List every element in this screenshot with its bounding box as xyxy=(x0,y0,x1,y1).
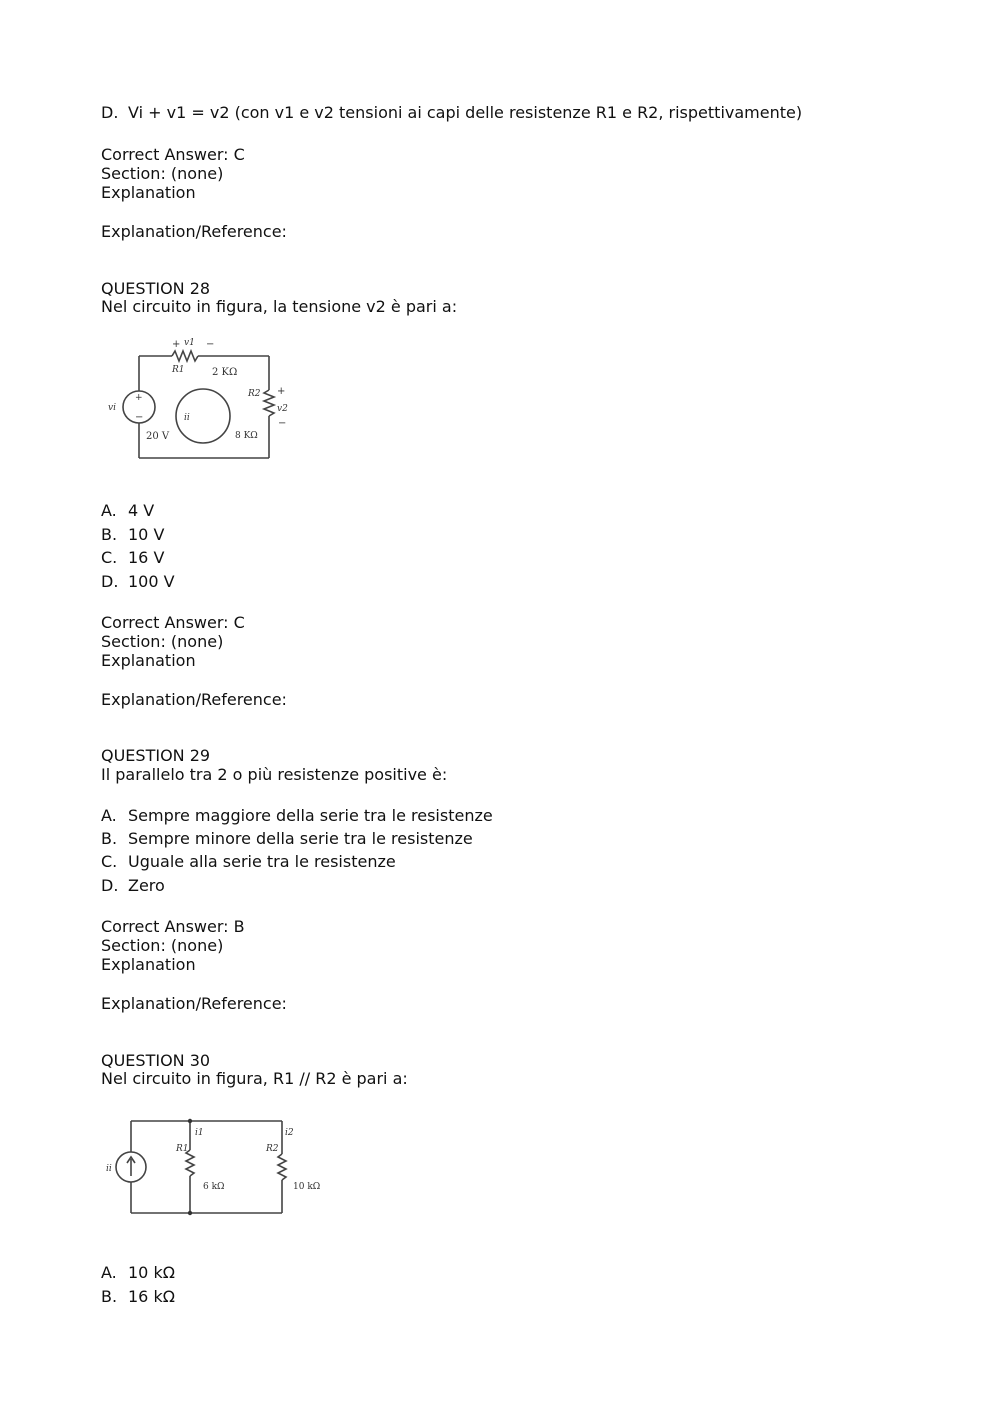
option-letter: D. xyxy=(101,572,119,591)
r2-label: R2 xyxy=(266,1144,279,1154)
question-28-text: Nel circuito in figura, la tensione v2 è pari a: xyxy=(101,297,458,316)
r1-label: R1 xyxy=(172,365,185,375)
source-minus-label: − xyxy=(135,412,144,423)
question-29-title: QUESTION 29 xyxy=(101,746,211,765)
v1-label: v1 xyxy=(184,338,195,348)
question-28-circuit-figure xyxy=(104,334,304,464)
v2-label: v2 xyxy=(277,404,288,414)
loop-current-label: ii xyxy=(184,413,190,423)
question-28-explanation: Explanation xyxy=(101,651,196,670)
option-text: 16 kΩ xyxy=(128,1287,175,1306)
r2-value-label: 8 KΩ xyxy=(235,431,258,441)
option-text: 100 V xyxy=(128,572,175,591)
option-letter: B. xyxy=(101,525,118,544)
option-letter: C. xyxy=(101,548,118,567)
source-current-label: ii xyxy=(106,1164,112,1174)
question-29-explanation-reference: Explanation/Reference: xyxy=(101,994,287,1013)
option-text: 4 V xyxy=(128,501,155,520)
option-text: Sempre maggiore della serie tra le resistenze xyxy=(128,806,493,825)
option-letter: C. xyxy=(101,852,118,871)
question-30-option-a xyxy=(101,1263,175,1283)
prev-explanation: Explanation xyxy=(101,183,196,202)
question-28-explanation-reference: Explanation/Reference: xyxy=(101,690,287,709)
option-letter: D. xyxy=(101,876,119,895)
question-29-correct-answer: Correct Answer: B xyxy=(101,917,245,936)
option-text: 10 V xyxy=(128,525,165,544)
question-29-section: Section: (none) xyxy=(101,936,224,955)
r1-label: R1 xyxy=(176,1144,189,1154)
option-text: 10 kΩ xyxy=(128,1263,175,1282)
option-text: Sempre minore della serie tra le resistenze xyxy=(128,829,473,848)
option-letter: D. xyxy=(101,103,119,122)
option-text: Uguale alla serie tra le resistenze xyxy=(128,852,396,871)
option-letter: A. xyxy=(101,501,117,520)
question-30-title: QUESTION 30 xyxy=(101,1051,211,1070)
question-29-option-d xyxy=(101,876,165,896)
prev-section: Section: (none) xyxy=(101,164,224,183)
vi-label: vi xyxy=(108,403,116,413)
option-letter: A. xyxy=(101,806,117,825)
source-value-label: 20 V xyxy=(146,431,170,442)
option-text: Vi + v1 = v2 (con v1 e v2 tensioni ai capi delle resistenze R1 e R2, rispettivamente) xyxy=(128,103,803,122)
question-28-option-d xyxy=(101,572,175,592)
i1-label: i1 xyxy=(195,1128,204,1138)
i2-label: i2 xyxy=(285,1128,294,1138)
question-28-option-b xyxy=(101,525,164,545)
v1-plus-label: + xyxy=(172,339,181,350)
question-28-title: QUESTION 28 xyxy=(101,279,211,298)
question-28-option-c xyxy=(101,548,164,568)
option-letter: B. xyxy=(101,829,118,848)
option-text: Zero xyxy=(128,876,165,895)
v2-plus-label: + xyxy=(277,386,286,397)
v1-minus-label: − xyxy=(206,339,215,350)
question-29-text: Il parallelo tra 2 o più resistenze positive è: xyxy=(101,765,448,784)
option-letter: B. xyxy=(101,1287,118,1306)
question-30-option-b xyxy=(101,1287,175,1307)
question-30-text: Nel circuito in figura, R1 // R2 è pari a: xyxy=(101,1069,408,1088)
prev-correct-answer: Correct Answer: C xyxy=(101,145,245,164)
question-28-section: Section: (none) xyxy=(101,632,224,651)
v2-minus-label: − xyxy=(278,418,287,429)
option-text: 16 V xyxy=(128,548,165,567)
question-29-option-b xyxy=(101,829,473,849)
option-letter: A. xyxy=(101,1263,117,1282)
r1-value-label: 6 kΩ xyxy=(203,1182,225,1192)
question-28-option-a xyxy=(101,501,154,521)
r1-value-label: 2 KΩ xyxy=(212,367,238,378)
question-29-option-a xyxy=(101,806,493,826)
prev-option-d xyxy=(101,103,802,123)
question-29-explanation: Explanation xyxy=(101,955,196,974)
question-30-circuit-figure xyxy=(102,1114,332,1220)
r2-label: R2 xyxy=(248,389,261,399)
source-plus-label: + xyxy=(135,393,143,403)
prev-explanation-reference: Explanation/Reference: xyxy=(101,222,287,241)
r2-value-label: 10 kΩ xyxy=(293,1182,321,1192)
question-28-correct-answer: Correct Answer: C xyxy=(101,613,245,632)
question-29-option-c xyxy=(101,852,396,872)
